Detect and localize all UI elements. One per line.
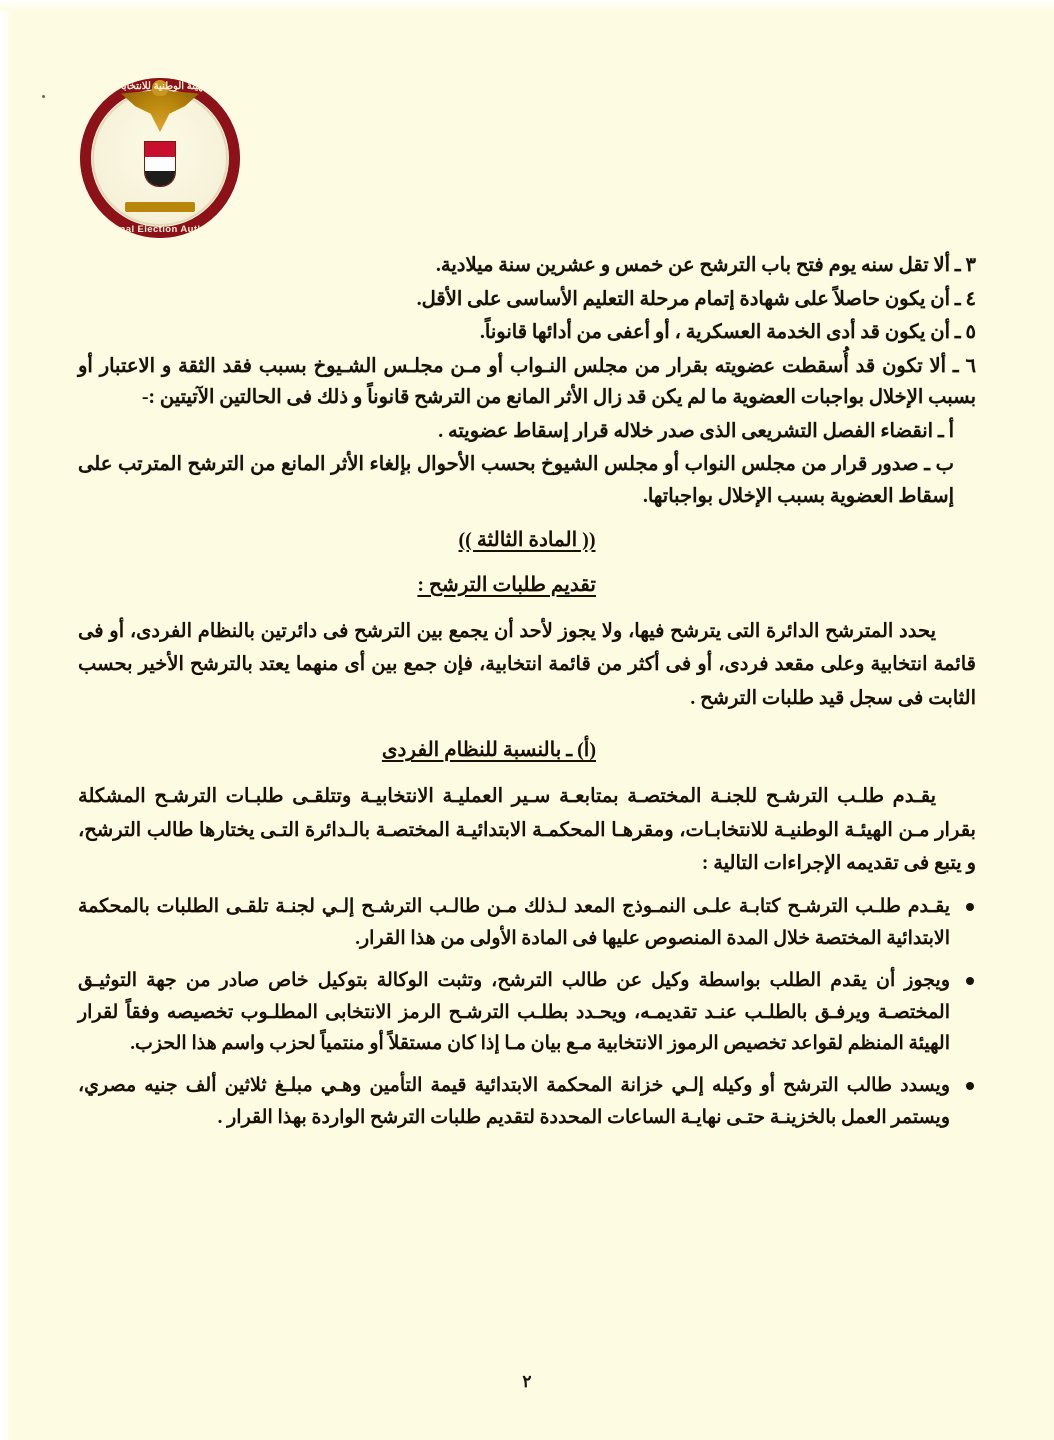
seal-ring-text	[80, 78, 240, 238]
article-title	[78, 527, 976, 552]
condition-item-5: ٥ ـ أن يكون قد أدى الخدمة العسكرية ، أو أعفى من أدائها قانوناً.	[480, 322, 976, 344]
article-title-text: (( المادة الثالثة ))	[458, 528, 596, 551]
seal-text-arabic: الهيئة الوطنية للانتخابات	[111, 81, 209, 92]
condition-item-3: ٣ ـ ألا تقل سنه يوم فتح باب الترشح عن خمس و عشرين سنة ميلادية.	[436, 255, 976, 276]
list-item: ويسدد طالب الترشح أو وكيله إلـي خزانة المحكمة الابتدائية قيمة التأمين وهـي مبلـغ ثلاثين ألف جنيه مصري، ويستمر العمل بالخزينـة حتـى نهايـة الساعات المحددة لتقديم طلبات الترشح الواردة بهذا القرار .	[78, 1070, 976, 1134]
document-body	[78, 250, 976, 1144]
sub-condition-b: ب ـ صدور قرار من مجلس النواب أو مجلس الشيوخ بحسب الأحوال بإلغاء الأثر المانع من الترشح المترتب على إسقاط العضوية بسبب الإخلال بواجباتها.	[78, 454, 954, 508]
national-election-authority-seal-icon	[80, 78, 240, 238]
condition-item-4: ٤ ـ أن يكون حاصلاً على شهادة إتمام مرحلة التعليم الأساسى على الأقل.	[416, 288, 976, 310]
subsection-title	[78, 737, 976, 762]
list-item: ويجوز أن يقدم الطلب بواسطة وكيل عن طالب الترشح، وتثبت الوكالة بتوكيل خاص صادر من جهة التوثيـق المختصـة ويرفـق بالطلـب عنـد تقديمـه، ويحـدد بطلـب الترشـح الرمز الانتخابى المطلـوب تخصيصه وفقاً لقرار الهيئة المنظم لقواعد تخصيص الرموز الانتخابية مـع بيان مـا إذا كان مستقلاً أو منتمياً لحزب واسم هذا الحزب.	[78, 965, 976, 1061]
section-intro-paragraph: يحدد المترشح الدائرة التى يترشح فيها، ولا يجوز لأحد أن يجمع بين الترشح فى دائرتين بالنظام الفردى، أو فى قائمة انتخابية وعلى مقعد فردى، أو فى أكثر من قائمة انتخابية، فإن جمع بين أى منهما يعتد بالترشح الأخير بحسب الثابت فى سجل قيد طلبات الترشح .	[78, 620, 976, 709]
list-item: يقـدم طلـب الترشـح كتابـة علـى النمـوذج المعد لـذلك مـن طالـب الترشـح إلـي لجنـة تلقـى الطلبات بالمحكمة الابتدائية المختصة خلال المدة المنصوص عليها فى المادة الأولى من هذا القرار.	[78, 891, 976, 955]
condition-item-6: ٦ ـ ألا تكون قد أُسقطت عضويته بقرار من مجلس النـواب أو مـن مجلـس الشـيوخ بسبب فقد الثقة و الاعتبار أو بسبب الإخلال بواجبات العضوية ما لم يكن قد زال الأثر المانع من الترشح قانوناً و ذلك فى الحالتين الآتيتين :-	[78, 355, 976, 409]
subsection-intro-paragraph: يقـدم طلـب الترشـح للجنـة المختصـة بمتابعـة سـير العمليـة الانتخابيـة وتتلقـى طلبـات الترشـح المشكلة بقرار مـن الهيئـة الوطنيـة للانتخابـات، ومقرهـا المحكمـة الابتدائيـة المختصـة بالـدائرة التـى يختارها طالب الترشح، و يتبع فى تقديمه الإجراءات التالية :	[78, 786, 976, 875]
page-number: ٢	[522, 1372, 532, 1391]
subsection-title-text: (أ) ـ بالنسبة للنظام الفردى	[381, 739, 596, 762]
section-title-text: تقديم طلبات الترشح :	[417, 573, 596, 596]
scan-artifact-dot	[42, 95, 45, 98]
procedure-list	[78, 891, 976, 1134]
seal-text-english: National Election Authority	[93, 224, 227, 235]
seal-dot-right	[214, 216, 218, 220]
section-title	[78, 572, 976, 597]
sub-condition-a: أ ـ انقضاء الفصل التشريعى الذى صدر خلاله قرار إسقاط عضويته .	[438, 420, 954, 442]
